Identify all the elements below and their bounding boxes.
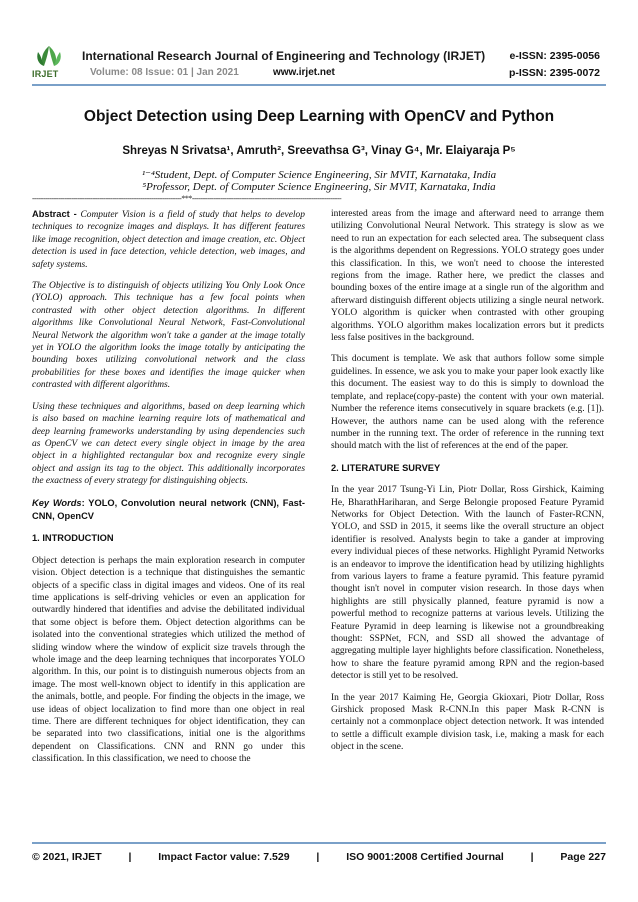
- keywords: Key Words: YOLO, Convolution neural network (CNN), Fast-CNN, OpenCV: [32, 497, 305, 521]
- intro-p1: Object detection is perhaps the main exploration research in computer vision. Object detection is a technique that distinguishes the semantic objects of a specific class in digital images and videos. One of its real time applications is self-driving vehicles or even an application for outwardly hindered that identifies and advise the debilitated individual that some object is before them. Object detection algorithms can be isolated into the conventional strategies which utilized the method of sliding window where the window of explicit size travels through the whole image and the deep learning techniques that incorporates YOLO algorithm. In this, our point is to distinguish numerous objects from an image. The most well-known object to identify in this application are the animals, bottle, and people. For finding the objects in the image, we use ideas of object localization to find more than one object in real time. There are different techniques for object identification, they can be separated into two classifications, initial one is the algorithms dependent on Classifications. CNN and RNN go under this classification. In this classification, we need to choose the: [32, 555, 305, 765]
- col2-p4: In the year 2017 Kaiming He, Georgia Gkioxari, Piotr Dollar, Ross Girshick proposed Mask R-CNN.In this paper Mask R-CNN is certainly not a commonplace object detection network. It was intended to settle a difficult example division task, i.e, making a mask for each object in the scene.: [331, 692, 604, 753]
- journal-name: International Research Journal of Engineering and Technology (IRJET): [82, 49, 486, 63]
- affiliation-2: ⁵Professor, Dept. of Computer Science Engineering, Sir MVIT, Karnataka, India: [142, 181, 496, 193]
- logo-text: IRJET: [32, 69, 59, 79]
- affiliation-1: ¹⁻⁴Student, Dept. of Computer Science Engineering, Sir MVIT, Karnataka, India: [141, 169, 497, 181]
- footer-page: Page 227: [560, 851, 606, 863]
- abstract-p3: Using these techniques and algorithms, based on deep learning which is also based on machine learning require lots of mathematical and deep learning frameworks understanding by using dependencies such as OpenCV we can detect every single object in image by the area object in a highlighted rectangular box and recognize every single object and assign its tag to the object. This additionally incorporates the exactness of every strategy for distinguishing objects.: [32, 401, 305, 487]
- website-link[interactable]: www.irjet.net: [273, 67, 335, 78]
- volume-issue: Volume: 08 Issue: 01 | Jan 2021: [90, 67, 239, 78]
- page-footer: [32, 851, 606, 863]
- abstract-p2: The Objective is to distinguish of objects utilizing You Only Look Once (YOLO) approach. This technique has a few focal points when contrasted with other object detection algorithms. In different algorithms like Convolutional Neural Network, Fast-Convolutional Neural Network the algorithm won't take a gander at the image totally yet in YOLO the algorithm looks the image totally by anticipating the bounding boxes utilizing convolutional network and the class probabilities for these boxes and identifies the image quicker when contrasted with different algorithms.: [32, 281, 305, 391]
- intro-heading: 1. INTRODUCTION: [32, 533, 114, 544]
- col2-p3: In the year 2017 Tsung-Yi Lin, Piotr Dollar, Ross Girshick, Kaiming He, BharathHariharan, and Serge Belongie proposed Feature Pyramid Networks for Object Detection. With the launch of Faster-RCNN, YOLO, and SSD in 2015, it seems like the overall structure an object identifier is resolved. Analysts begin to take a gander at improving every individual pieces of these networks. Highlight Pyramid Networks is an endeavor to improve the identification head by utilizing highlights from various layers to frame a feature pyramid. This feature pyramid thought isn't novel in computer vision research. In those days when highlights are still physically planned, feature pyramid is now a powerful method to recognize patterns at various levels. Utilizing the Feature Pyramid in deep learning is likewise not a groundbreaking thought: SSPNet, FCN, and SSD all showed the advantage of aggregating multiple layer highlights before classification. Nonetheless, how to share the feature pyramid among RPN and the region-based detector is still yet to be resolved.: [331, 485, 604, 682]
- pissn: p-ISSN: 2395-0072: [508, 67, 600, 79]
- col2-p2: This document is template. We ask that authors follow some simple guidelines. In essence, we ask you to make your paper look exactly like this document. The easiest way to do this is simply to download the template, and replace(copy-paste) the content with your own material. Number the reference items consecutively in square brackets (e.g. [1]). However, the authors name can be used along with the reference number in the running text. The order of reference in the running text should match with the list of references at the end of the paper.: [331, 354, 604, 452]
- col2-p1: interested areas from the image and afterward need to arrange them utilizing Convolutional Neural Network. This strategy is slow as we need to run an expectation for each selected area. The subsequent class is the algorithms dependent on Regressions. YOLO strategy goes under this classification. In this, we won't need to choose the interested regions from the image. Rather here, we predict the classes and bounding boxes of the entire image at a single run of the algorithm and afterward distinguish different objects utilizing a single neural network. YOLO algorithm is quicker when contrasted with other grouping algorithms. YOLO algorithm makes localization errors but it predicts less false positives in the background.: [331, 209, 604, 344]
- separator-line: ---------------------------------------------------------------------***---------------------------------------------------------------------: [32, 194, 342, 203]
- footer-copyright: © 2021, IRJET: [32, 851, 102, 863]
- literature-heading: 2. LITERATURE SURVEY: [331, 462, 441, 473]
- footer-separator: |: [530, 851, 534, 863]
- page-header: [0, 0, 638, 88]
- footer-iso: ISO 9001:2008 Certified Journal: [346, 851, 504, 863]
- footer-separator: |: [316, 851, 320, 863]
- right-column: [331, 208, 604, 763]
- abstract-label: Abstract -: [32, 209, 77, 219]
- footer-separator: |: [128, 851, 132, 863]
- paper-authors: Shreyas N Srivatsa¹, Amruth², Sreevathsa G³, Vinay G⁴, Mr. Elaiyaraja P⁵: [122, 145, 516, 157]
- left-column: [32, 208, 305, 775]
- eissn: e-ISSN: 2395-0056: [509, 50, 600, 62]
- paper-title: Object Detection using Deep Learning with OpenCV and Python: [83, 108, 555, 125]
- abstract-p1: Abstract - Computer Vision is a field of study that helps to develop techniques to recognize images and displays. It has different features like image recognition, object detection and image creation, etc. Object detection is used in face detection, vehicle detection, web images, and safety systems.: [32, 209, 305, 270]
- footer-rule: [32, 842, 606, 844]
- header-rule: [32, 84, 606, 86]
- footer-impact: Impact Factor value: 7.529: [158, 851, 290, 863]
